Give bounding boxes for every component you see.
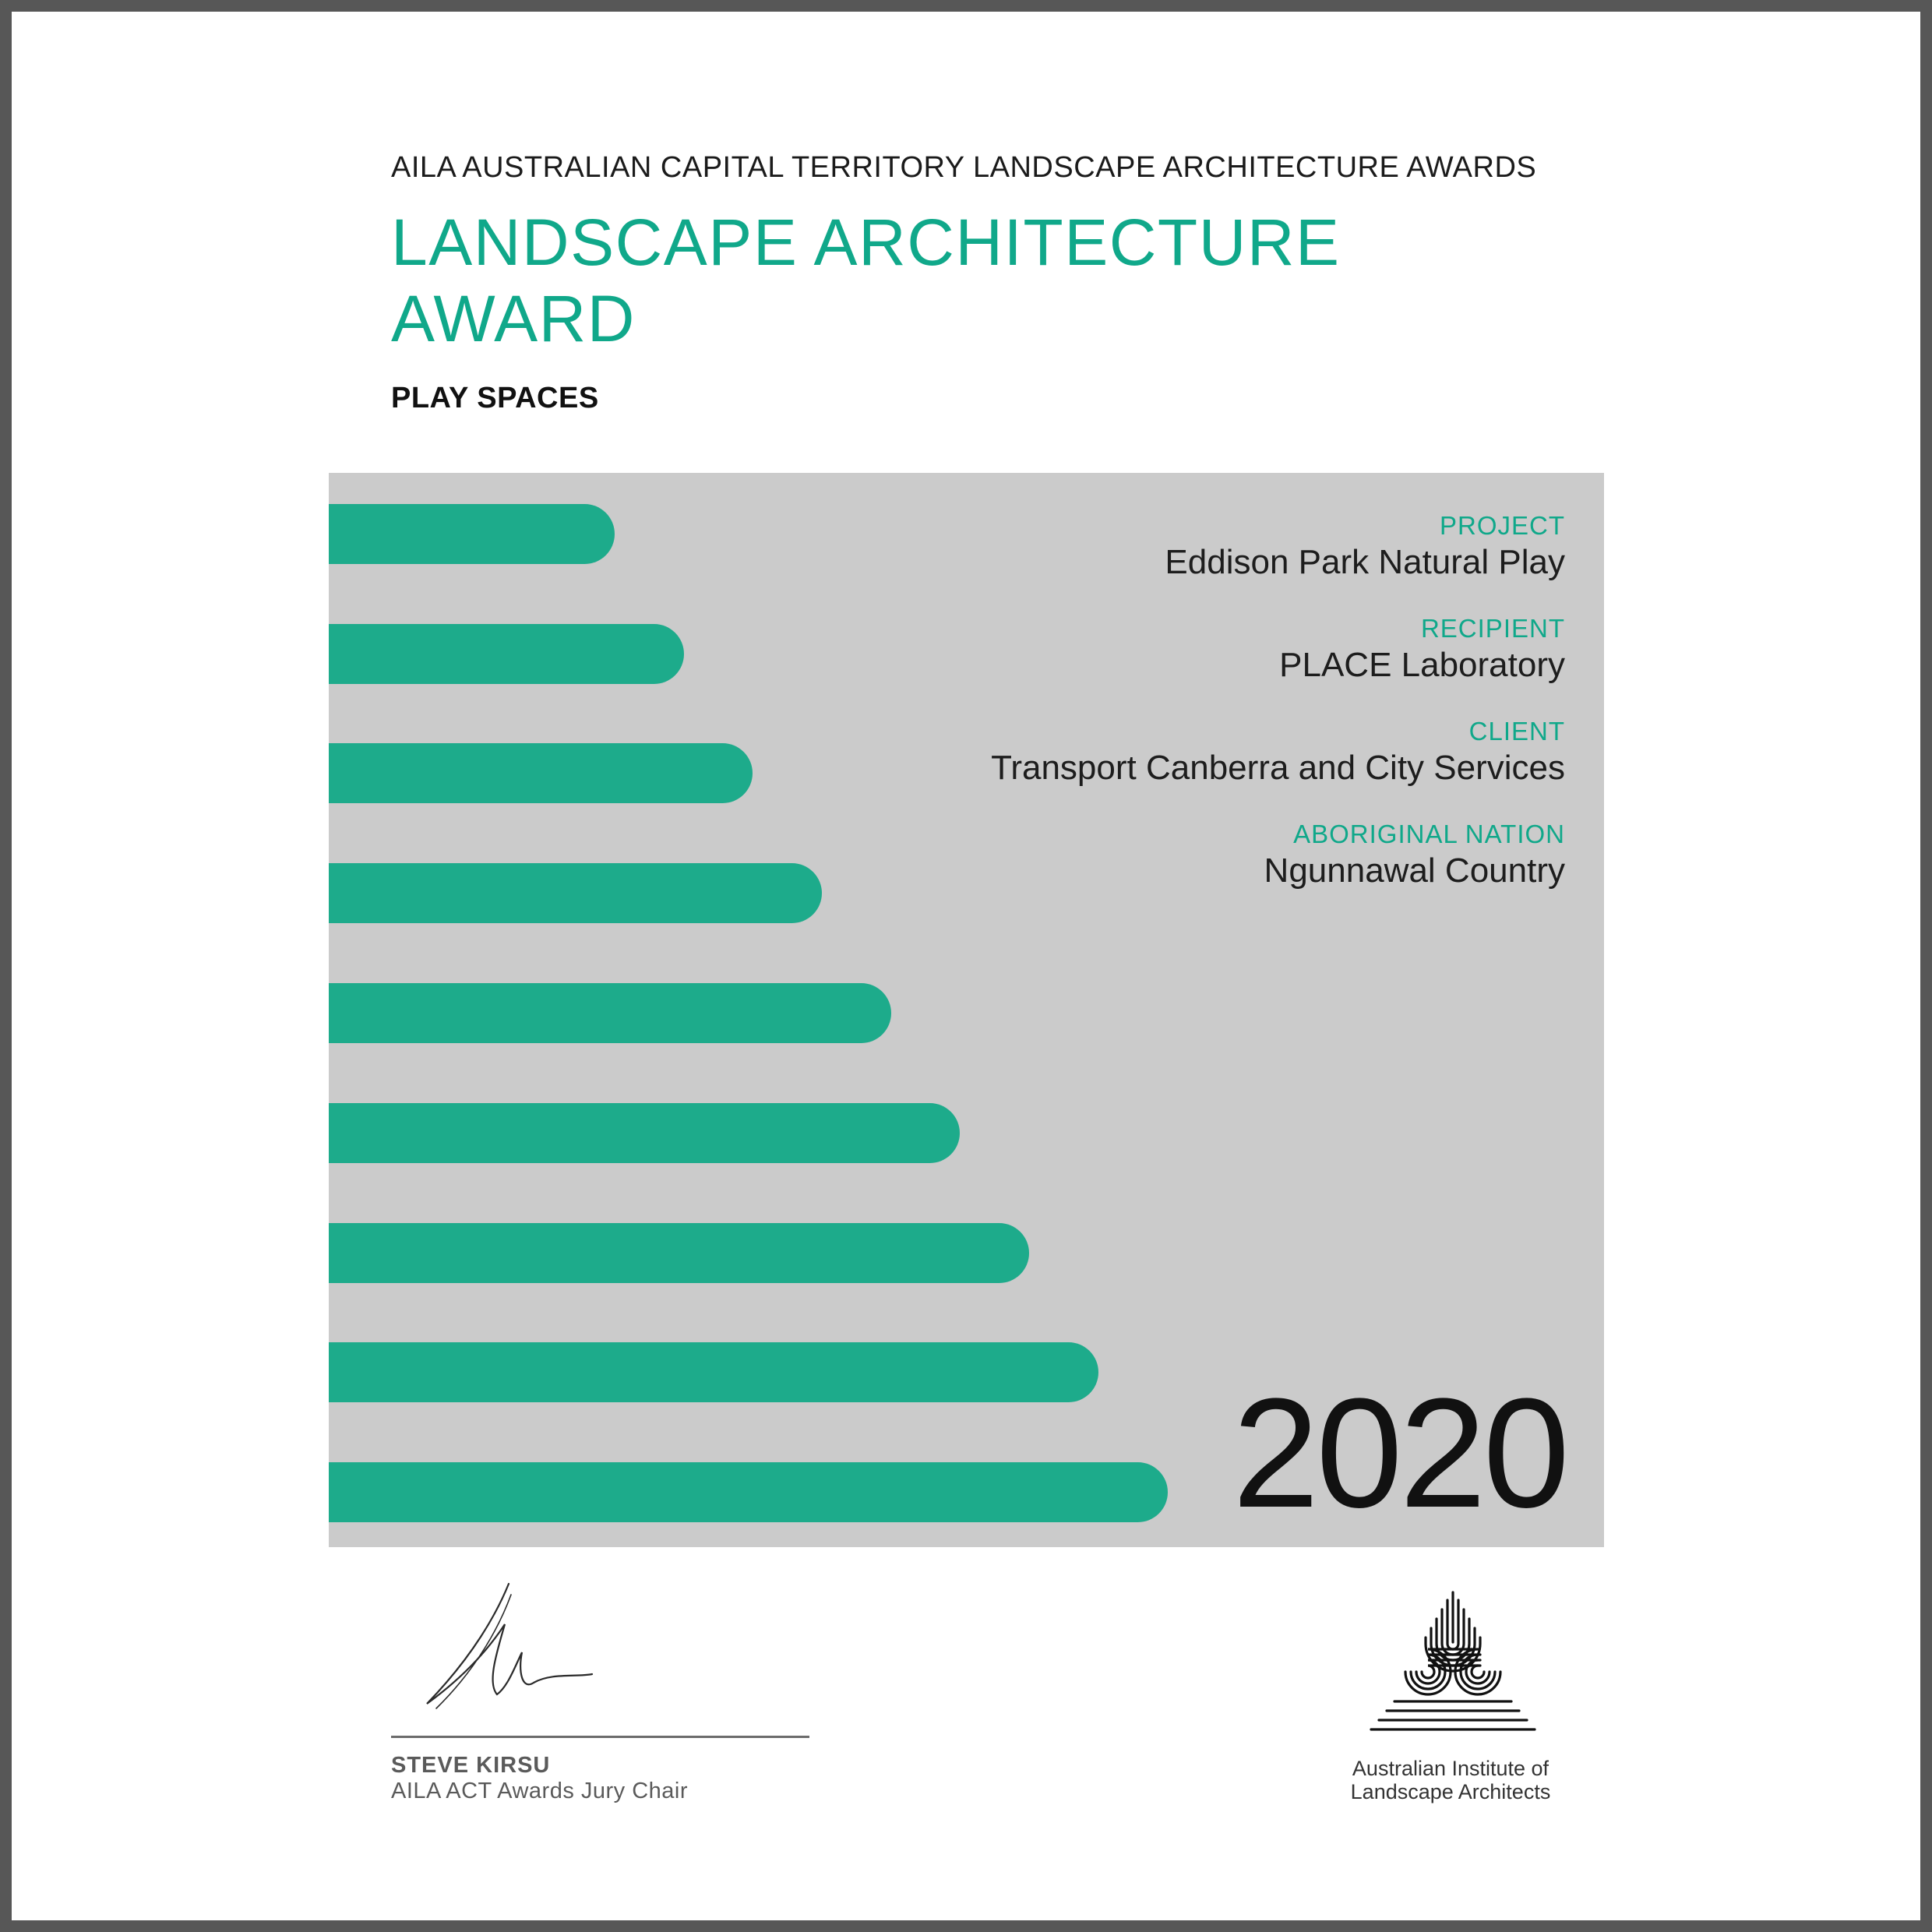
award-title-line-2: AWARD bbox=[391, 282, 636, 355]
recipient-value: PLACE Laboratory bbox=[1279, 646, 1565, 684]
decorative-bar bbox=[329, 504, 615, 564]
nation-value: Ngunnawal Country bbox=[1264, 851, 1565, 890]
decorative-bar bbox=[329, 983, 891, 1043]
aila-logo-text-line-1: Australian Institute of bbox=[1352, 1757, 1549, 1780]
client-value: Transport Canberra and City Services bbox=[991, 749, 1565, 787]
nation-label: ABORIGINAL NATION bbox=[1293, 820, 1565, 848]
signature-line bbox=[391, 1736, 809, 1738]
client-label: CLIENT bbox=[1468, 717, 1565, 746]
aila-logo-text bbox=[1295, 1757, 1606, 1803]
recipient-group bbox=[991, 613, 1565, 686]
decorative-bar bbox=[329, 863, 822, 923]
recipient-label: RECIPIENT bbox=[1420, 614, 1565, 643]
decorative-bar bbox=[329, 1223, 1029, 1283]
client-group bbox=[991, 716, 1565, 789]
decorative-bar bbox=[329, 624, 684, 684]
decorative-bar bbox=[329, 1462, 1168, 1522]
award-category: PLAY SPACES bbox=[391, 382, 599, 414]
nation-group bbox=[991, 819, 1565, 892]
signer-role: AILA ACT Awards Jury Chair bbox=[391, 1779, 689, 1803]
project-value: Eddison Park Natural Play bbox=[1165, 543, 1565, 581]
aila-logo-text-line-2: Landscape Architects bbox=[1350, 1780, 1551, 1803]
award-title-line-1: LANDSCAPE ARCHITECTURE bbox=[391, 206, 1341, 279]
signer-name: STEVE KIRSU bbox=[391, 1753, 551, 1778]
project-label: PROJECT bbox=[1439, 511, 1565, 540]
decorative-bar bbox=[329, 1342, 1098, 1402]
awards-subheading: AILA AUSTRALIAN CAPITAL TERRITORY LANDSCAPE ARCHITECTURE AWARDS bbox=[391, 151, 1537, 184]
decorative-bar bbox=[329, 1103, 960, 1163]
decorative-bar bbox=[329, 743, 753, 803]
award-title bbox=[391, 204, 1560, 357]
project-group bbox=[991, 510, 1565, 583]
signature-mark bbox=[413, 1578, 615, 1718]
award-details bbox=[991, 510, 1565, 922]
aila-logo-icon bbox=[1363, 1588, 1542, 1736]
award-panel bbox=[329, 473, 1604, 1547]
award-year: 2020 bbox=[1232, 1366, 1567, 1540]
